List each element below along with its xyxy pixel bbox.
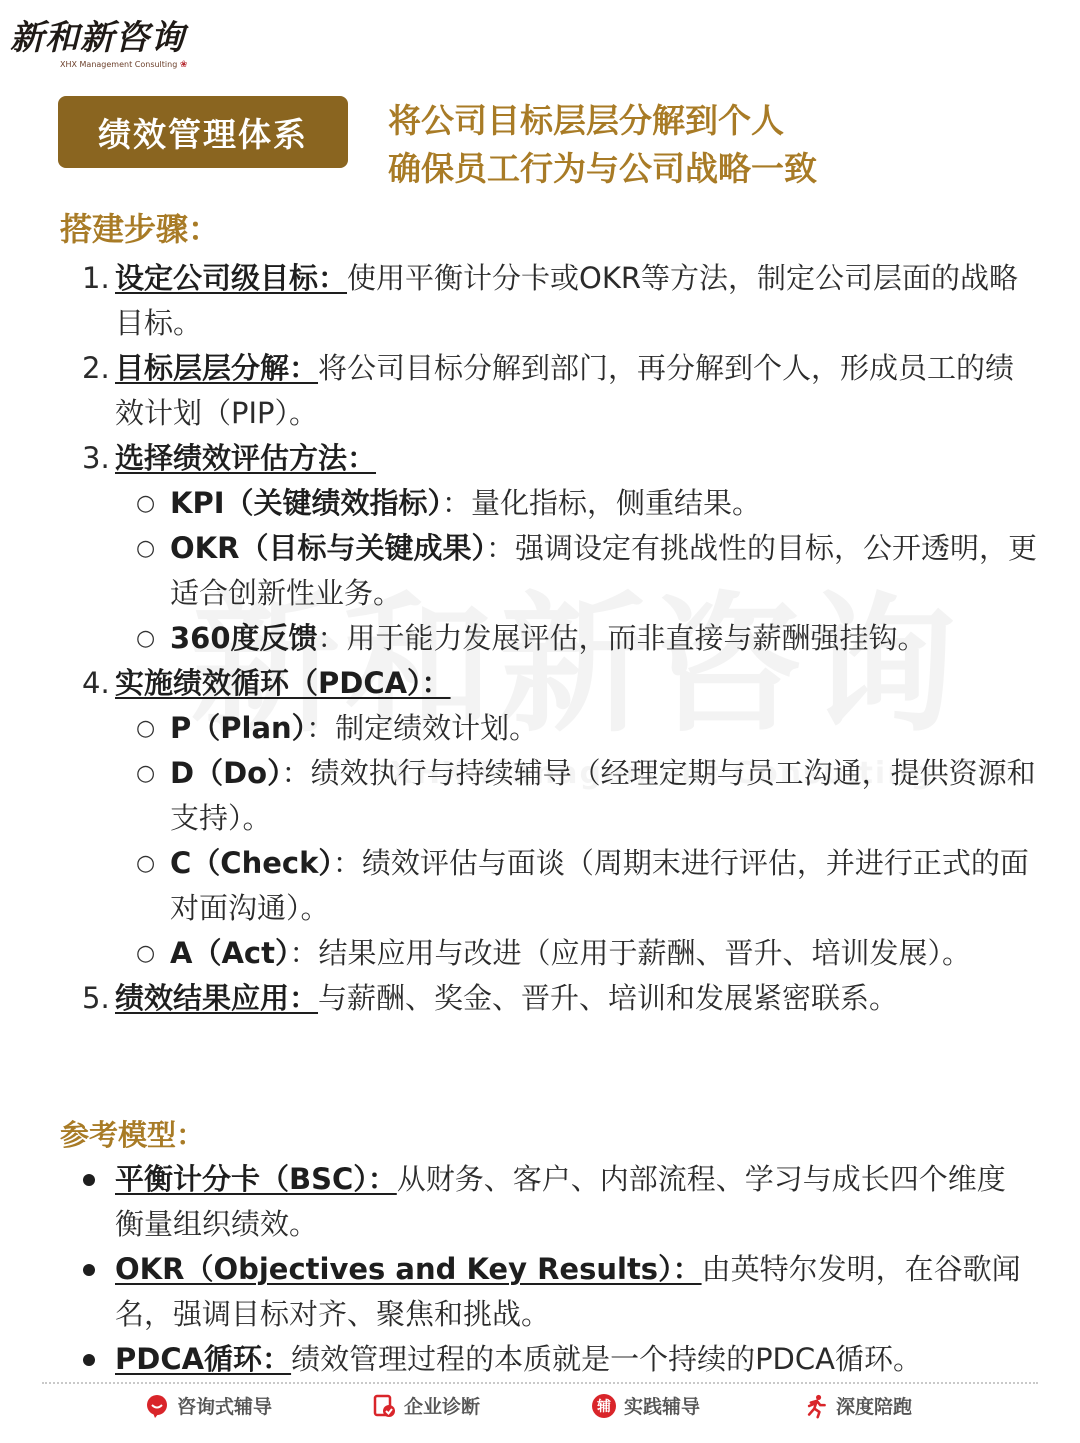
sub-key: 360度反馈 (170, 621, 318, 655)
footer-label: 实践辅导 (624, 1396, 701, 1418)
sub-item (0, 481, 1045, 526)
reference-item (0, 1247, 1030, 1337)
sub-key: OKR（目标与关键成果） (170, 531, 486, 565)
reference-text: 由英特尔发明，在谷歌闻名，强调目标对齐、聚焦和挑战。 (115, 1252, 1021, 1331)
reference-key: 平衡计分卡（BSC）： (115, 1162, 397, 1196)
step-text: 与薪酬、奖金、晋升、培训和发展紧密联系。 (318, 981, 899, 1015)
step-number: 1. (82, 261, 110, 295)
hollow-bullet-icon: ○ (136, 491, 156, 516)
step-item (0, 256, 1040, 346)
hollow-bullet-icon: ○ (136, 851, 156, 876)
reference-key: OKR（Objectives and Key Results）： (115, 1252, 702, 1286)
sub-text: ：制定绩效计划。 (306, 711, 539, 745)
tagline-line-1: 将公司目标层层分解到个人 (388, 101, 784, 140)
footer-label: 深度陪跑 (836, 1396, 913, 1418)
step-number: 5. (82, 981, 110, 1015)
step-item (0, 661, 1040, 706)
step-key: 目标层层分解： (115, 351, 319, 385)
flower-icon: ❀ (179, 60, 188, 70)
steps-heading: 搭建步骤： (60, 210, 221, 248)
sub-item (0, 616, 1045, 661)
sub-key: C（Check） (170, 846, 333, 880)
references-list (0, 1157, 1080, 1382)
sub-item (0, 526, 1045, 616)
runner-icon (804, 1394, 828, 1418)
document-check-icon (372, 1394, 396, 1418)
sub-item (0, 706, 1045, 751)
footer-item-consulting (145, 1392, 272, 1419)
step-item (0, 346, 1040, 436)
bullet-icon (83, 1264, 95, 1276)
footer-label: 咨询式辅导 (177, 1396, 273, 1418)
footer-item-diagnosis (372, 1392, 480, 1419)
step-text: 使用平衡计分卡或OKR等方法，制定公司层面的战略目标。 (115, 261, 1019, 340)
reference-text: 从财务、客户、内部流程、学习与成长四个维度衡量组织绩效。 (115, 1162, 1006, 1241)
step-item (0, 976, 1040, 1021)
sub-text: ：量化指标，侧重结果。 (442, 486, 762, 520)
step-key: 选择绩效评估方法： (115, 441, 377, 475)
title-badge: 绩效管理体系 (58, 96, 348, 168)
step-number: 4. (82, 666, 110, 700)
steps-list (0, 256, 1080, 1021)
references-heading: 参考模型： (60, 1118, 206, 1152)
sub-item (0, 931, 1000, 976)
step-key: 绩效结果应用： (115, 981, 319, 1015)
sub-key: P（Plan） (170, 711, 307, 745)
bullet-icon (83, 1174, 95, 1186)
footer-item-practice (592, 1392, 700, 1419)
sub-key: KPI（关键绩效指标） (170, 486, 443, 520)
reference-text: 绩效管理过程的本质就是一个持续的PDCA循环。 (291, 1342, 922, 1376)
hollow-bullet-icon: ○ (136, 761, 156, 786)
sub-item (0, 841, 1045, 931)
speech-bubble-icon (145, 1394, 169, 1418)
bullet-icon (83, 1354, 95, 1366)
tagline (388, 97, 817, 193)
sub-text: ：绩效评估与面谈（周期末进行评估，并进行正式的面对面沟通）。 (170, 846, 1029, 925)
hollow-bullet-icon: ○ (136, 941, 156, 966)
step-key: 设定公司级目标： (115, 261, 348, 295)
reference-item (0, 1157, 1030, 1247)
sub-item (0, 751, 1045, 841)
hollow-bullet-icon: ○ (136, 716, 156, 741)
step-text: 将公司目标分解到部门，再分解到个人，形成员工的绩效计划（PIP）。 (115, 351, 1015, 430)
tagline-line-2: 确保员工行为与公司战略一致 (388, 149, 817, 188)
sub-text: ：结果应用与改进（应用于薪酬、晋升、培训发展）。 (289, 936, 971, 970)
reference-key: PDCA循环： (115, 1342, 292, 1376)
footer-bar (0, 1386, 1080, 1430)
reference-item (0, 1337, 1030, 1382)
footer-item-accompany (804, 1392, 912, 1419)
fu-circle-icon: 辅 (592, 1394, 616, 1418)
sub-text: ：用于能力发展评估，而非直接与薪酬强挂钩。 (317, 621, 927, 655)
sub-key: D（Do） (170, 756, 282, 790)
brand-logo (10, 18, 210, 74)
hollow-bullet-icon: ○ (136, 536, 156, 561)
step-key: 实施绩效循环（PDCA）： (115, 666, 451, 700)
sub-key: A（Act） (170, 936, 290, 970)
sub-text: ：强调设定有挑战性的目标，公开透明，更适合创新性业务。 (170, 531, 1037, 610)
footer-label: 企业诊断 (404, 1396, 481, 1418)
sub-text: ：绩效执行与持续辅导（经理定期与员工沟通，提供资源和支持）。 (170, 756, 1036, 835)
logo-english-name: XHX Management Consulting ❀ (60, 60, 188, 70)
hollow-bullet-icon: ○ (136, 626, 156, 651)
footer-divider (42, 1382, 1038, 1384)
step-item (0, 436, 1040, 481)
step-number: 2. (82, 351, 110, 385)
logo-chinese-name: 新和新咨询 (10, 18, 185, 58)
step-number: 3. (82, 441, 110, 475)
